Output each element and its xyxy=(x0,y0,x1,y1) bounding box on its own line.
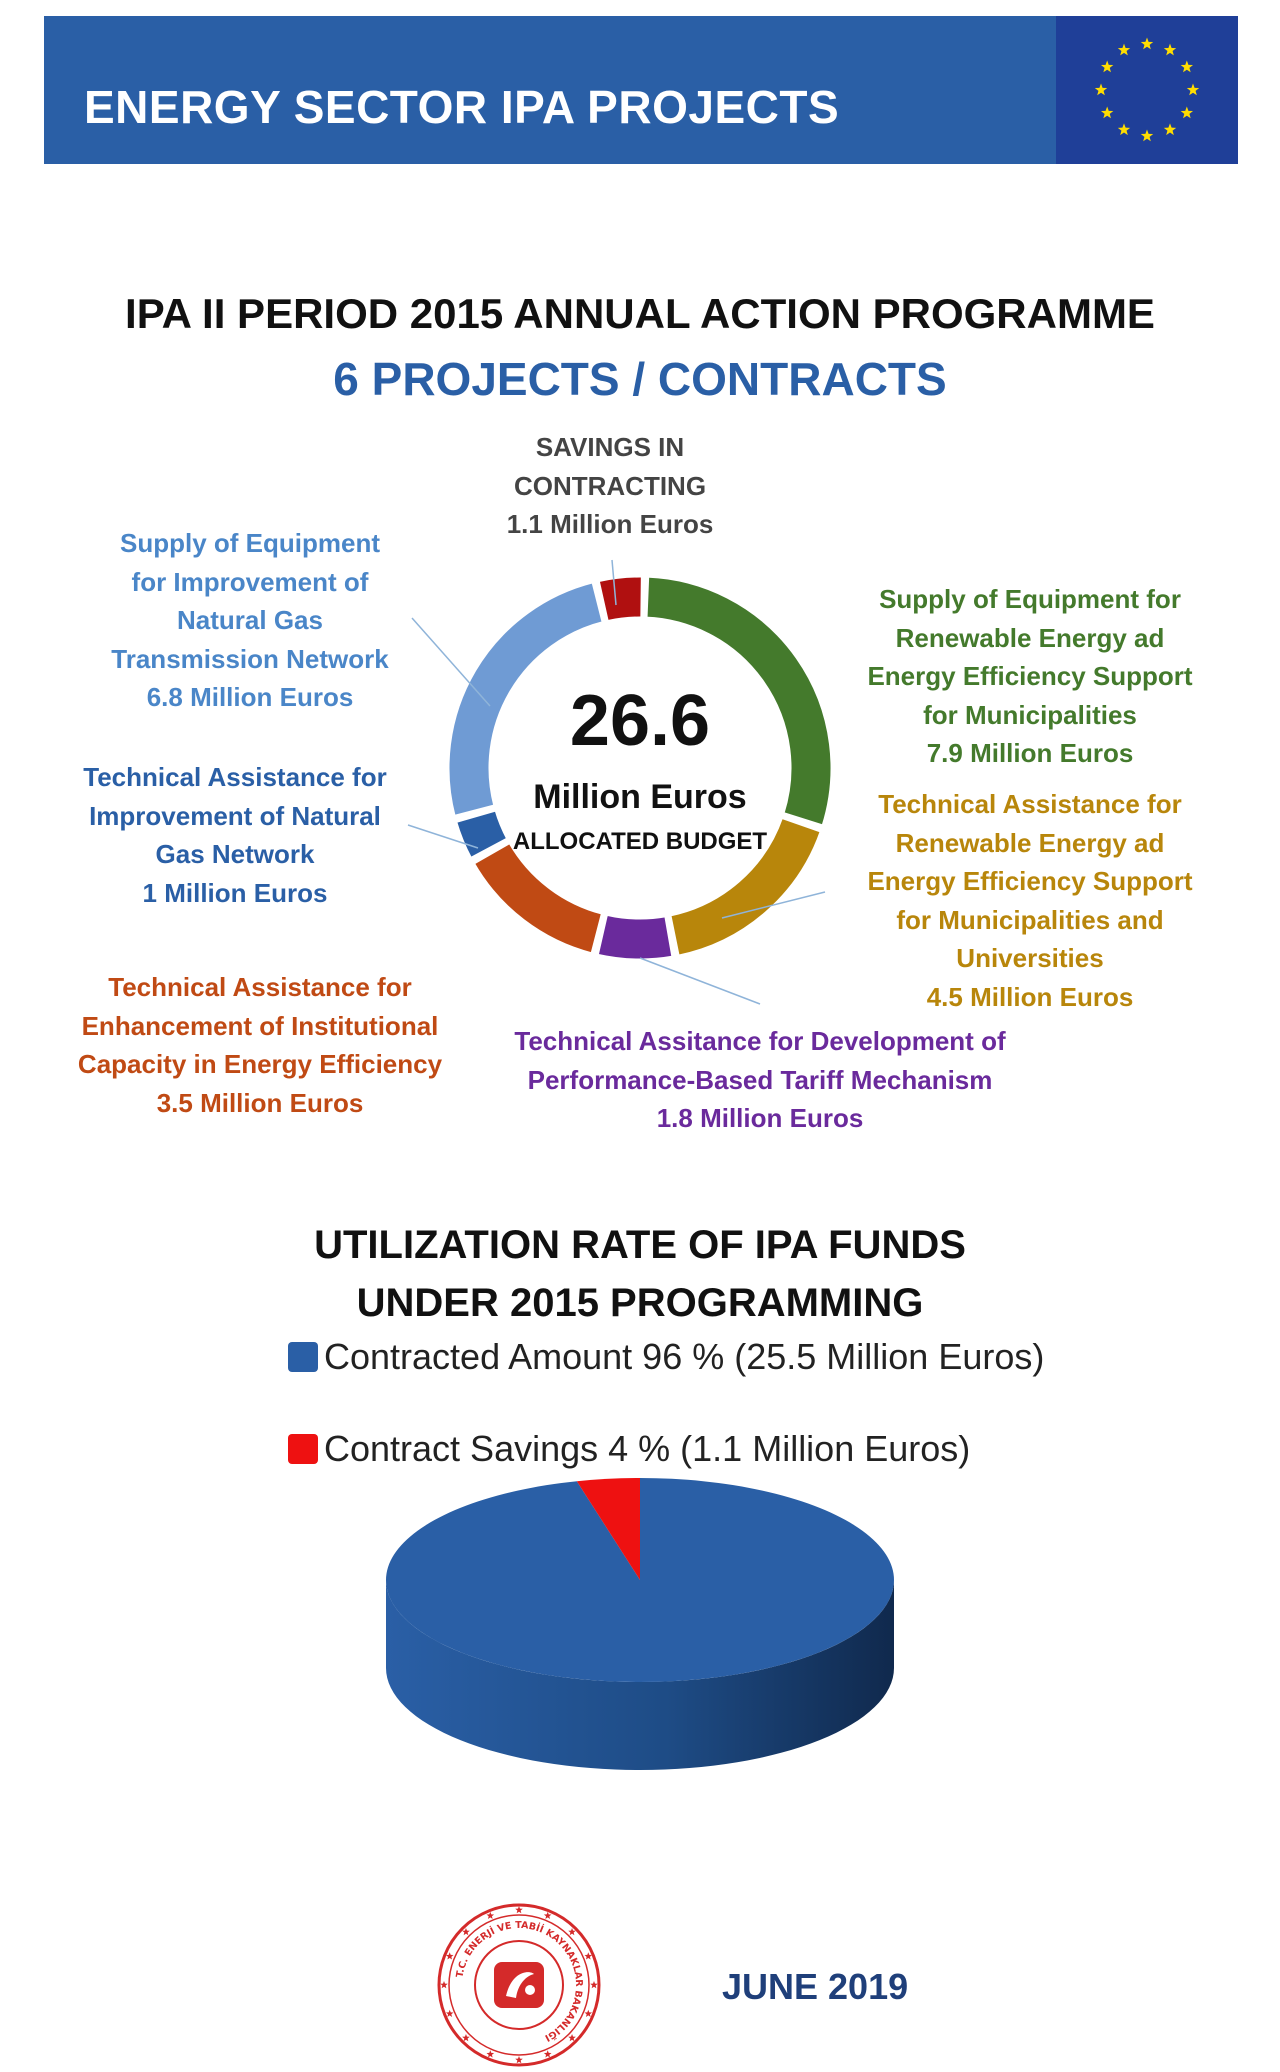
page-title: ENERGY SECTOR IPA PROJECTS xyxy=(84,81,840,133)
callout-line: 7.9 Million Euros xyxy=(926,738,1134,768)
callout-line: Energy Efficiency Support xyxy=(867,661,1193,691)
callout-line: Supply of Equipment xyxy=(120,528,380,558)
donut-slice-2 xyxy=(597,914,673,960)
callout-line: CONTRACTING xyxy=(513,470,707,501)
callout-line: Technical Assistance for xyxy=(108,972,412,1002)
publication-date: JUNE 2019 xyxy=(722,1966,909,2007)
callout-institutional-capacity xyxy=(60,968,460,1122)
legend-item-savings xyxy=(288,1428,970,1470)
callout-line: Transmission Network xyxy=(111,643,389,674)
callout-line: 3.5 Million Euros xyxy=(156,1087,364,1118)
callout-line: Improvement of Natural xyxy=(89,800,381,831)
legend-swatch-savings xyxy=(288,1434,318,1464)
callout-tariff-mechanism xyxy=(460,1022,1060,1138)
legend-item-contracted xyxy=(288,1336,1044,1378)
callout-line: Technical Assistance for xyxy=(83,762,387,792)
callout-line: Technical Assitance for Development of xyxy=(514,1026,1006,1056)
utilization-title-line-2: UNDER 2015 PROGRAMMING xyxy=(356,1281,924,1325)
callout-line: SAVINGS IN xyxy=(535,432,685,462)
legend-swatch-contracted xyxy=(288,1342,318,1372)
callout-renewable-technical-assistance xyxy=(830,785,1230,1016)
callout-line: Supply of Equipment for xyxy=(879,584,1181,614)
donut-total-unit: Million Euros xyxy=(533,778,747,816)
callout-line: 1.8 Million Euros xyxy=(656,1103,864,1133)
callout-line: 6.8 Million Euros xyxy=(146,682,354,712)
donut-total-label: ALLOCATED BUDGET xyxy=(512,828,768,855)
legend-label-savings: Contract Savings 4 % (1.1 Million Euros) xyxy=(324,1428,971,1469)
callout-line: 1.1 Million Euros xyxy=(506,509,714,539)
callout-renewable-equipment xyxy=(830,580,1230,773)
callout-line: Renewable Energy ad xyxy=(895,622,1165,653)
callout-line: Universities xyxy=(956,943,1104,973)
ministry-seal-icon xyxy=(434,1900,604,2070)
callout-line: for Improvement of xyxy=(131,566,369,597)
programme-title: IPA II PERIOD 2015 ANNUAL ACTION PROGRAMME xyxy=(125,290,1155,337)
callout-gas-transmission-equipment xyxy=(80,524,420,717)
utilization-pie-chart xyxy=(380,1470,900,1770)
leader-line-2 xyxy=(640,958,760,1004)
utilization-title-line-1: UTILIZATION RATE OF IPA FUNDS xyxy=(314,1223,966,1267)
programme-subtitle: 6 PROJECTS / CONTRACTS xyxy=(333,353,947,405)
callout-gas-network-technical-assistance xyxy=(60,758,410,912)
callout-line: 4.5 Million Euros xyxy=(926,981,1134,1012)
callout-line: Renewable Energy ad xyxy=(895,827,1165,858)
callout-line: Enhancement of Institutional xyxy=(81,1010,439,1041)
callout-line: Technical Assistance for xyxy=(878,789,1182,819)
callout-line: for Municipalities and xyxy=(896,904,1164,935)
donut-slice-6 xyxy=(598,576,642,622)
legend-label-contracted: Contracted Amount 96 % (25.5 Million Euros) xyxy=(324,1336,1045,1377)
callout-line: Energy Efficiency Support xyxy=(867,866,1193,896)
donut-slice-3 xyxy=(473,842,602,953)
callout-contracting-savings xyxy=(450,428,770,544)
callout-line: Performance-Based Tariff Mechanism xyxy=(527,1064,993,1095)
callout-line: Natural Gas xyxy=(177,605,323,635)
callout-line: for Municipalities xyxy=(923,699,1137,730)
svg-text:T.C. ENERJİ VE TABİİ KAYNAKLAR: T.C. ENERJİ VE TABİİ KAYNAKLAR BAKANLIĞI xyxy=(454,1919,585,2044)
callout-line: 1 Million Euros xyxy=(142,877,328,908)
callout-line: Gas Network xyxy=(155,839,315,869)
donut-total-value: 26.6 xyxy=(569,681,711,761)
callout-line: Capacity in Energy Efficiency xyxy=(77,1049,443,1079)
